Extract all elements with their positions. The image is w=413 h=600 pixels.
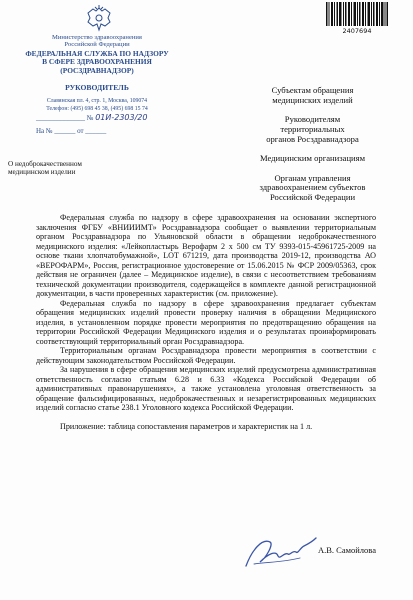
recipient: Субъектам обращения медицинских изделий [271,85,354,105]
recipient: Медицинским организациям [259,153,366,164]
registry-number: 2407694 [342,27,372,35]
signer-name: А.В. Самойлова [318,545,376,555]
handwritten-signature [240,532,320,572]
letter-subject: О недоброкачественном медицинском изделии [8,160,82,177]
letter-body [36,213,376,431]
recipients-block [250,86,375,213]
coat-of-arms-emblem [84,4,114,34]
outgoing-number-line [36,113,186,122]
handwritten-number: 01И-2303/20 [95,113,148,122]
service-name: ФЕДЕРАЛЬНАЯ СЛУЖБА ПО НАДЗОРУ В СФЕРЕ ЗДРАВООХРАНЕНИЯ (РОСЗДРАВНАДЗОР) [25,49,169,75]
paragraph: Территориальным органам Росздравнадзора провести мероприятия в соответствии с действующим законодательством Российской Федерации. [36,346,376,365]
position-title: РУКОВОДИТЕЛЬ [65,83,129,92]
address-block: Славянская пл. 4, стр. 1, Москва, 109074 Телефон: (495) 698 45 38, (495) 698 15 74 [46,98,148,112]
recipient: Руководителям территориальных органов Росздравнадзора [266,114,359,144]
barcode [326,2,388,26]
paragraph: Федеральная служба по надзору в сфере здравоохранения предлагает субъектам обращения медицинских изделий провести проверку наличия в обращении Медицинского изделия, в установленном порядке провести мероприятия по предотвращению обращения на территории Российской Федерации Медицинского изделия и о результатах проинформировать соответствующий территориальный орган Росздравнадзора. [36,298,376,346]
reply-to-line: На № ______ от ______ [36,127,107,135]
paragraph: За нарушения в сфере обращения медицинских изделий предусмотрена административная ответственность согласно статьям 6.28 и 6.33 «Кодекса Российской Федерации об административных правонарушениях», а также установлена уголовная ответственность за обращение фальсифицированных, недоброкачественных и незарегистрированных медицинских изделий согласно статье 238.1 Уголовного кодекса Российской Федерации. [36,365,376,412]
recipient: Органам управления здравоохранением субъектов Российской Федерации [259,172,366,202]
attachment-note: Приложение: таблица сопоставления параметров и характеристик на 1 л. [60,421,313,431]
ministry-name: Министерство здравоохранения Российской Федерации [52,34,142,49]
number-prefix: ______________ № [36,114,94,122]
paragraph: Федеральная служба по надзору в сфере здравоохранения на основании экспертного заключения ФГБУ «ВНИИИМТ» Росздравнадзора сообщает о выявлении территориальным органом Росздравнадзора по Ульяновской области в обращении недоброкачественного медицинского изделия: «Лейкопластырь Верофарм 2 х 500 см ТУ 9393-015-45961725-2009 на основе ткани хлопчатобумажной», LOT 671219, дата производства 2019-12, производства АО «ВЕРОФАРМ», Россия, регистрационное удостоверение от 15.06.2015 № ФСР 2009/05363, срок действия не ограничен (далее – Медицинское изделие), в связи с несоответствием требованиям технической документации производителя, содержащейся в комплекте данной регистрационной документации, в части проверенных характеристик (см. приложение). [36,213,376,298]
